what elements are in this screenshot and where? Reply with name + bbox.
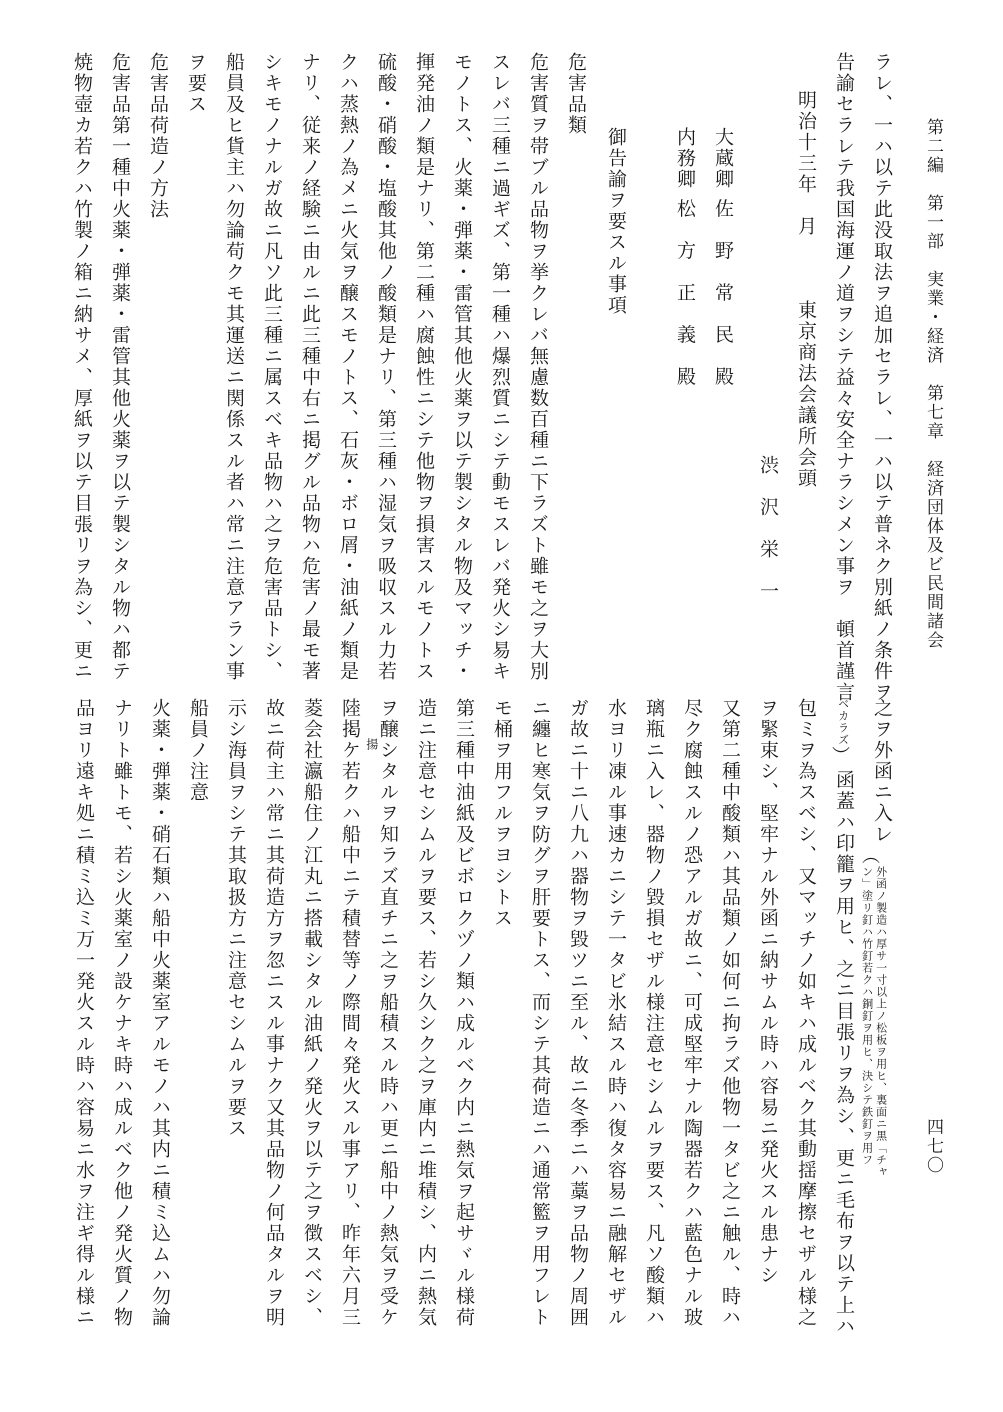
lower-line-4: ヲ緊束シ、堅牢ナル外函ニ納サムル時ハ容易ニ発火スル患ナシ (757, 698, 779, 1286)
date-line: 明治十三年 月 東京商法会議所会頭 (795, 90, 817, 489)
lower-line-21: ナリト雖トモ、若シ火薬室ノ設ケナキ時ハ成ルベク他ノ発火質ノ物 (111, 698, 133, 1328)
running-header: 第二編 第一部 実業・経済 第七章 経済団体及ビ民間諸会 (923, 118, 943, 650)
section-heading: 御告諭ヲ要スル事項 (605, 127, 627, 316)
upper-line-12: 揮発油ノ類是ナリ、第二種ハ腐蝕性ニシテ他物ヲ損害スルモノトス (413, 52, 435, 682)
subheading-crew-notes: 船員ノ注意 (187, 698, 209, 803)
upper-line-14: クハ蒸熱ノ為メニ火気ヲ醸スモノトス、石灰・ボロ屑・油紙ノ類是 (337, 52, 359, 682)
lower-line-1: 之ヲ外函ニ入レ (871, 698, 893, 845)
upper-line-11: モノトス、火薬・弾薬・雷管其他火薬ヲ以テ製シタル物及マッチ・ (451, 52, 473, 682)
annotation-close-paren: ︶ (832, 746, 850, 767)
upper-line-13: 硫酸・硝酸・塩酸其他ノ酸類是ナリ、第三種ハ湿気ヲ吸収スル力若 (375, 52, 397, 682)
lower-line-15: 陸掲ケ若クハ船中ニテ積替等ノ際間々発火スル事アリ、昨年六月三 (339, 698, 361, 1328)
lower-line-3: 包ミヲ為スベシ、又マッチノ如キハ成ルベク其動揺摩擦セザル様之 (795, 698, 817, 1328)
lower-line-12: 第三種中油紙及ビボロクヅノ類ハ成ルベク内ニ熱気ヲ起サヾル様荷 (453, 698, 475, 1328)
upper-line-15: ナリ、従来ノ経験ニ由ルニ此三種中右ニ掲グル品物ハ危害ノ最モ著 (299, 52, 321, 682)
addressee-2: 内務卿 松 方 正 義 殿 (674, 127, 696, 388)
lower-line-2: 函蓋ハ印籠ヲ用ヒ、之ニ目張リヲ為シ、更ニ毛布ヲ以テ上ハ (833, 770, 855, 1337)
annotation-open-paren: ︵ (862, 846, 880, 867)
upper-line-16: シキモノナルガ故ニ凡ソ此三種ニ属スベキ品物ハ之ヲ危害品トシ、 (261, 52, 283, 682)
upper-line-17: 船員及ヒ貨主ハ勿論苟クモ其運送ニ関係スル者ハ常ニ注意アラン事 (223, 52, 245, 682)
annotation-line-3: ベカラズ (836, 698, 850, 746)
lower-line-5: 又第二種中酸類ハ其品類ノ如何ニ拘ラズ他物一タビ之ニ触ル、時ハ (719, 698, 741, 1328)
lower-line-16: 菱会社瀛船住ノ江丸ニ搭載シタル油紙ノ発火ヲ以テ之ヲ徴スベシ、 (301, 698, 323, 1328)
addressee-1: 大蔵卿 佐 野 常 民 殿 (712, 127, 734, 388)
lower-line-22: 品ヨリ遠キ処ニ積ミ込ミ万一発火スル時ハ容易ニ水ヲ注ギ得ル様ニ (73, 698, 95, 1328)
upper-line-20: 危害品第一種中火薬・弾薬・雷管其他火薬ヲ以テ製シタル物ハ都テ (109, 52, 131, 682)
page-number: 四七〇 (923, 1118, 943, 1175)
subheading-dangerous-goods: 危害品類 (565, 52, 587, 136)
upper-line-18: ヲ要ス (185, 52, 207, 115)
subheading-packing: 危害品荷造ノ方法 (147, 52, 169, 220)
signatory: 渋 沢 栄 一 (757, 455, 779, 602)
lower-line-6: 尽ク腐蝕スルノ恐アルガ故ニ、可成堅牢ナル陶器若クハ藍色ナル玻 (681, 698, 703, 1328)
lower-line-18: 示シ海員ヲシテ其取扱方ニ注意セシムルヲ要ス (225, 698, 247, 1139)
upper-line-2: 告諭セラレテ我国海運ノ道ヲシテ益々安全ナラシメン事ヲ 頓首謹言 (833, 52, 855, 703)
upper-line-1: ラレ、一ハ以テ此没取法ヲ追加セラレ、一ハ以テ普ネク別紙ノ条件ヲ (871, 52, 893, 703)
annotation-line-1: 外函ノ製造ハ厚サ一寸以上ノ松板ヲ用ヒ、裏面ニ黒「チャ (874, 866, 888, 1178)
lower-line-9: ガ故ニ十ニ八九ハ器物ヲ毀ツニ至ル、故ニ冬季ニハ藁ヲ品物ノ周囲 (567, 698, 589, 1328)
upper-line-21: 焼物壺カ若クハ竹製ノ箱ニ納サメ、厚紙ヲ以テ目張リヲ為シ、更ニ (71, 52, 93, 682)
lower-line-17: 故ニ荷主ハ常ニ其荷造方ヲ忽ニスル事ナク又其品物ノ何品タルヲ明 (263, 698, 285, 1328)
lower-line-20: 火薬・弾薬・硝石類ハ船中火薬室アルモノハ其内ニ積ミ込ムハ勿論 (149, 698, 171, 1328)
lower-line-10: ニ纏ヒ寒気ヲ防グヲ肝要トス、而シテ其荷造ニハ通常籃ヲ用フレト (529, 698, 551, 1328)
annotation-line-2: ン」塗リ釘ハ竹釘若クハ銅釘ヲ用ヒ、決シテ鉄釘ヲ用フ (860, 866, 874, 1166)
lower-line-7: 璃瓶ニ入レ、器物ノ毀損セザル様注意セシムルヲ要ス、凡ソ酸類ハ (643, 698, 665, 1328)
lower-line-11: モ桶ヲ用フルヲヨシトス (491, 698, 513, 929)
lower-line-13: 造ニ注意セシムルヲ要ス、若シ久シク之ヲ庫内ニ堆積シ、内ニ熱気 (415, 698, 437, 1328)
upper-line-10: スレバ三種ニ過ギズ、第一種ハ爆烈質ニシテ動モスレバ発火シ易キ (489, 52, 511, 682)
ruby-annotation: 揚 (364, 738, 379, 751)
upper-line-9: 危害質ヲ帯ブル品物ヲ挙クレバ無慮数百種ニ下ラズト雖モ之ヲ大別 (527, 52, 549, 682)
lower-line-8: 水ヨリ凍ル事速カニシテ一タビ氷結スル時ハ復タ容易ニ融解セザル (605, 698, 627, 1328)
lower-line-14: ヲ醸シタルヲ知ラズ直チニ之ヲ船積スル時ハ更ニ船中ノ熱気ヲ受ケ (377, 698, 399, 1328)
